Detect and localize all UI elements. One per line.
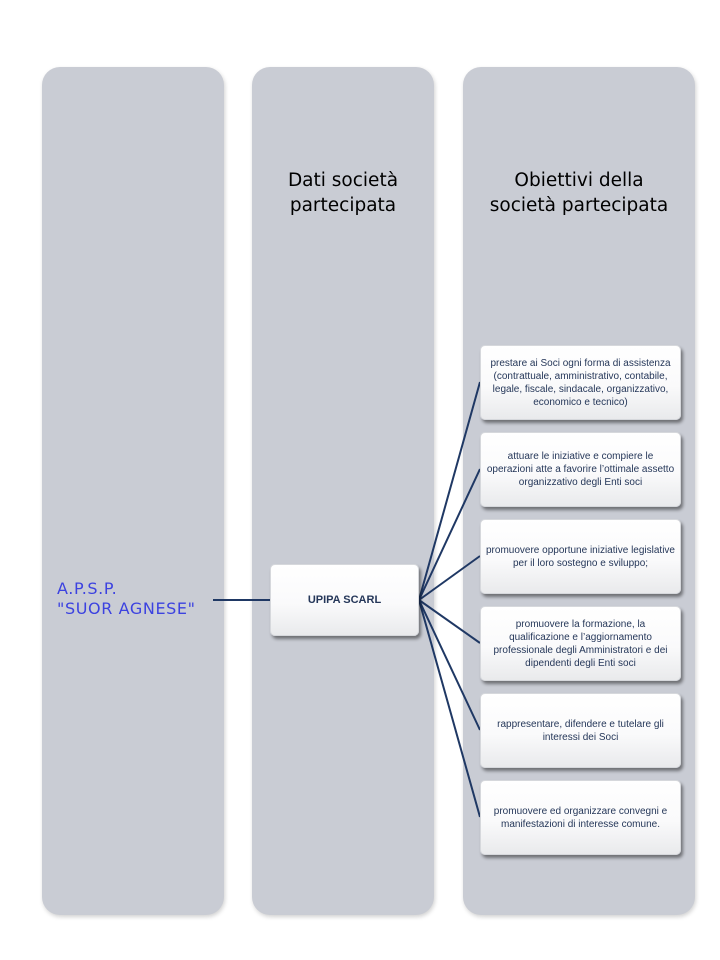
objective-text: rappresentare, difendere e tutelare gli interessi dei Soci — [497, 718, 664, 743]
entity-label — [57, 579, 227, 619]
objective-node — [480, 693, 681, 768]
header-line: partecipata — [289, 195, 397, 216]
objective-node — [480, 432, 681, 507]
header-line: Obiettivi della — [514, 170, 644, 191]
company-node — [270, 564, 419, 636]
objective-node — [480, 519, 681, 594]
entity-line-1: A.P.S.P. — [57, 579, 118, 598]
objective-text: promuovere opportune iniziative legislative per il loro sostegno e sviluppo; — [486, 544, 675, 569]
company-node-label: UPIPA SCARL — [307, 594, 382, 606]
entity-line-2: "SUOR AGNESE" — [57, 599, 196, 618]
objective-text: promuovere la formazione, la qualificazione e l’aggiornamento professionale degli Amministratori e dei dipendenti degli Enti soci — [493, 618, 668, 669]
objective-node — [480, 780, 681, 855]
objective-text: promuovere ed organizzare convegni e manifestazioni di interesse comune. — [493, 805, 668, 830]
header-line: Dati società — [287, 170, 399, 191]
objective-text: prestare ai Soci ogni forma di assistenza (contrattuale, amministrativo, contabile, legale, fiscale, sindacale, organizzativo, economico e tecnico) — [490, 357, 671, 408]
objective-node — [480, 345, 681, 420]
header-line: società partecipata — [489, 195, 669, 216]
objective-text: attuare le iniziative e compiere le operazioni atte a favorire l’ottimale assetto organizzativo degli Enti soci — [486, 451, 675, 488]
objective-node — [480, 606, 681, 681]
